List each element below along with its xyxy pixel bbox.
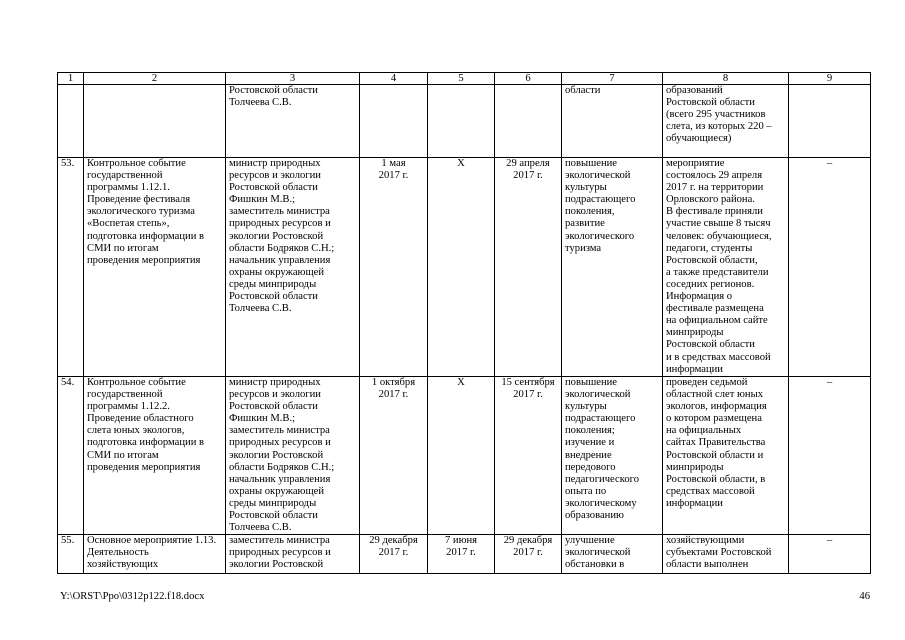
start-date: 7 июня 2017 г.: [428, 535, 495, 574]
responsible: министр природных ресурсов и экологии Ростовской области Фишкин М.В.; заместитель министра природных ресурсов и экологии Ростовской области Бодряков С.Н.; начальник управления охраны окружающей среды минприроды Ростовской области Толчеева С.В.: [226, 158, 360, 377]
actual-result: образований Ростовской области (всего 295 участников слета, из которых 220 – обучающиеся): [663, 85, 789, 158]
expected-result: повышение экологической культуры подрастающего поколения, развитие экологического туризма: [562, 158, 663, 377]
actual-result: проведен седьмой областной слет юных экологов, информация о котором размещена на официальных сайтах Правительства Ростовской области и минприроды Ростовской области, в средствах массовой информации: [663, 377, 789, 535]
actual-result: хозяйствующими субъектами Ростовской области выполнен: [663, 535, 789, 574]
column-number: 5: [428, 73, 495, 85]
start-date: Х: [428, 377, 495, 535]
actual-date: 15 сентября 2017 г.: [495, 377, 562, 535]
column-number: 2: [84, 73, 226, 85]
column-number: 3: [226, 73, 360, 85]
column-number: 9: [789, 73, 871, 85]
start-date: [428, 85, 495, 158]
event-name: [84, 85, 226, 158]
expected-result: повышение экологической культуры подрастающего поколения; изучение и внедрение передового педагогического опыта по экологическому образованию: [562, 377, 663, 535]
column-number: 1: [58, 73, 84, 85]
actual-result: мероприятие состоялось 29 апреля 2017 г. на территории Орловского района. В фестивале приняли участие свыше 8 тысяч человек: обучающиеся, педагоги, студенты Ростовской области, а также представители соседних регионов. Информация о фестивале размещена на официальном сайте минприроды Ростовской области и в средствах массовой информации: [663, 158, 789, 377]
notes: –: [789, 535, 871, 574]
table-row: [58, 535, 871, 574]
start-date: Х: [428, 158, 495, 377]
document-table: [57, 72, 871, 574]
expected-result: области: [562, 85, 663, 158]
column-number: 6: [495, 73, 562, 85]
notes: [789, 85, 871, 158]
table-row: [58, 377, 871, 535]
expected-result: улучшение экологической обстановки в: [562, 535, 663, 574]
responsible: министр природных ресурсов и экологии Ростовской области Фишкин М.В.; заместитель министра природных ресурсов и экологии Ростовской области Бодряков С.Н.; начальник управления охраны окружающей среды минприроды Ростовской области Толчеева С.В.: [226, 377, 360, 535]
row-number: 53.: [58, 158, 84, 377]
notes: –: [789, 377, 871, 535]
column-number: 7: [562, 73, 663, 85]
table-row: [58, 85, 871, 158]
table-row: [58, 158, 871, 377]
event-name: Основное мероприятие 1.13. Деятельность хозяйствующих: [84, 535, 226, 574]
planned-date: 1 мая 2017 г.: [360, 158, 428, 377]
planned-date: [360, 85, 428, 158]
row-number: [58, 85, 84, 158]
column-number: 8: [663, 73, 789, 85]
responsible: Ростовской области Толчеева С.В.: [226, 85, 360, 158]
row-number: 54.: [58, 377, 84, 535]
event-name: Контрольное событие государственной программы 1.12.2. Проведение областного слета юных экологов, подготовка информации в СМИ по итогам проведения мероприятия: [84, 377, 226, 535]
actual-date: [495, 85, 562, 158]
event-name: Контрольное событие государственной программы 1.12.1. Проведение фестиваля экологического туризма «Воспетая степь», подготовка информации в СМИ по итогам проведения мероприятия: [84, 158, 226, 377]
actual-date: 29 апреля 2017 г.: [495, 158, 562, 377]
row-number: 55.: [58, 535, 84, 574]
notes: –: [789, 158, 871, 377]
responsible: заместитель министра природных ресурсов и экологии Ростовской: [226, 535, 360, 574]
column-number-row: [58, 73, 871, 85]
page-number: 46: [859, 591, 870, 602]
file-path-footer: Y:\ORST\Ppo\0312p122.f18.docx: [60, 591, 205, 602]
actual-date: 29 декабря 2017 г.: [495, 535, 562, 574]
column-number: 4: [360, 73, 428, 85]
planned-date: 29 декабря 2017 г.: [360, 535, 428, 574]
planned-date: 1 октября 2017 г.: [360, 377, 428, 535]
